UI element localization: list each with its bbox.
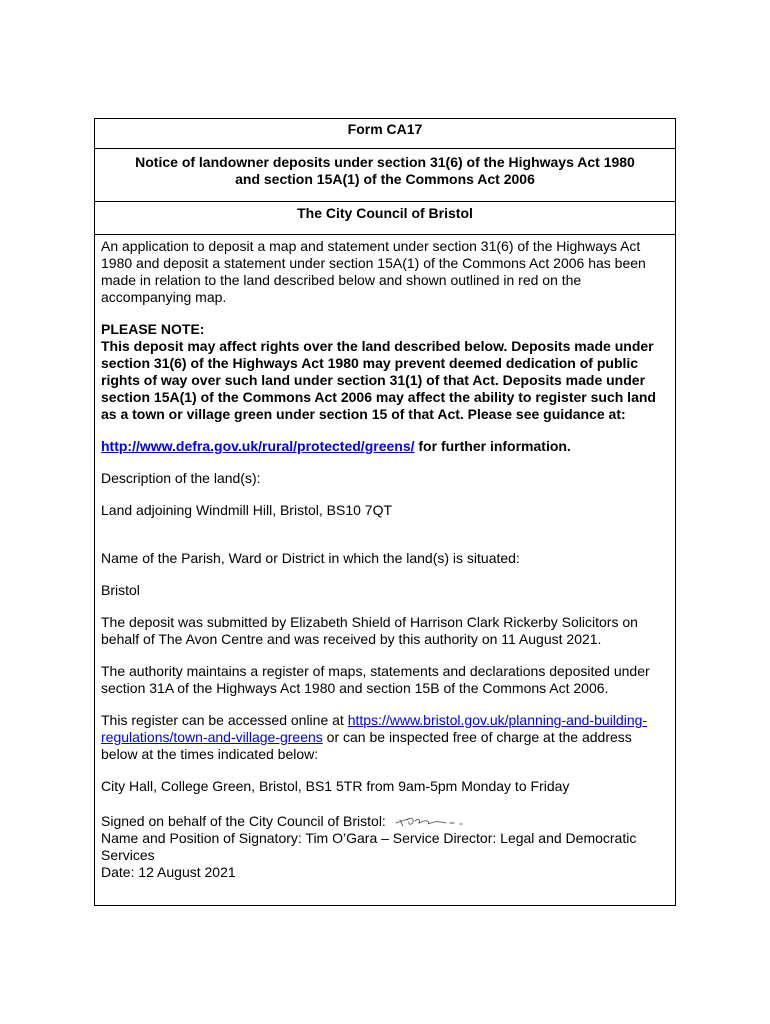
- signatory-line: Name and Position of Signatory: Tim O’Gara – Service Director: Legal and Democratic Services: [101, 830, 637, 864]
- signed-label: Signed on behalf of the City Council of Bristol:: [101, 813, 386, 829]
- register-paragraph: The authority maintains a register of maps, statements and declarations deposited under section 31A of the Highways Act 1980 and section 15B of the Commons Act 2006.: [101, 663, 650, 696]
- form-ca17-notice: [94, 118, 676, 906]
- land-description-label: Description of the land(s):: [101, 470, 261, 486]
- notice-heading-line1: Notice of landowner deposits under section 31(6) of the Highways Act 1980: [135, 154, 635, 170]
- register-link[interactable]: https://www.bristol.gov.uk/planning-and-building-regulations/town-and-village-greens: [101, 712, 648, 745]
- access-prefix: This register can be accessed online at: [101, 712, 348, 728]
- form-title: Form CA17: [95, 119, 675, 149]
- guidance-line: [101, 438, 669, 455]
- deposit-paragraph: The deposit was submitted by Elizabeth Shield of Harrison Clark Rickerby Solicitors on behalf of The Avon Centre and was received by this authority on 11 August 2021.: [101, 614, 638, 647]
- parish-label: Name of the Parish, Ward or District in which the land(s) is situated:: [101, 550, 520, 566]
- signature-image: [394, 814, 474, 830]
- intro-paragraph: An application to deposit a map and statement under section 31(6) of the Highways Act 1980 and deposit a statement under section 15A(1) of the Commons Act 2006 has been made in relation to the land described below and shown outlined in red on the accompanying map.: [101, 238, 646, 305]
- please-note-block: [101, 321, 669, 423]
- date-line: Date: 12 August 2021: [101, 864, 236, 881]
- guidance-suffix: for further information.: [414, 438, 571, 454]
- access-paragraph: [101, 712, 669, 763]
- notice-heading: [95, 149, 675, 202]
- signed-line: [101, 813, 669, 830]
- land-description: Land adjoining Windmill Hill, Bristol, BS10 7QT: [101, 502, 393, 518]
- parish-value: Bristol: [101, 582, 140, 598]
- guidance-link[interactable]: http://www.defra.gov.uk/rural/protected/greens/: [101, 438, 415, 454]
- signature-block: [101, 813, 669, 881]
- notice-body: [95, 235, 675, 881]
- address-line: City Hall, College Green, Bristol, BS1 5TR from 9am-5pm Monday to Friday: [101, 778, 570, 794]
- please-note-text: This deposit may affect rights over the land described below. Deposits made under section 31(6) of the Highways Act 1980 may prevent deemed dedication of public rights of way over such land under section 31(1) of that Act. Deposits made under section 15A(1) of the Commons Act 2006 may affect the ability to register such land as a town or village green under section 15 of that Act. Please see guidance at:: [101, 338, 656, 422]
- council-name: The City Council of Bristol: [95, 202, 675, 235]
- access-suffix: or can be inspected free of charge at the address below at the times indicated below:: [101, 729, 632, 762]
- notice-heading-line2: and section 15A(1) of the Commons Act 2006: [235, 171, 535, 187]
- please-note-heading: PLEASE NOTE:: [101, 321, 205, 337]
